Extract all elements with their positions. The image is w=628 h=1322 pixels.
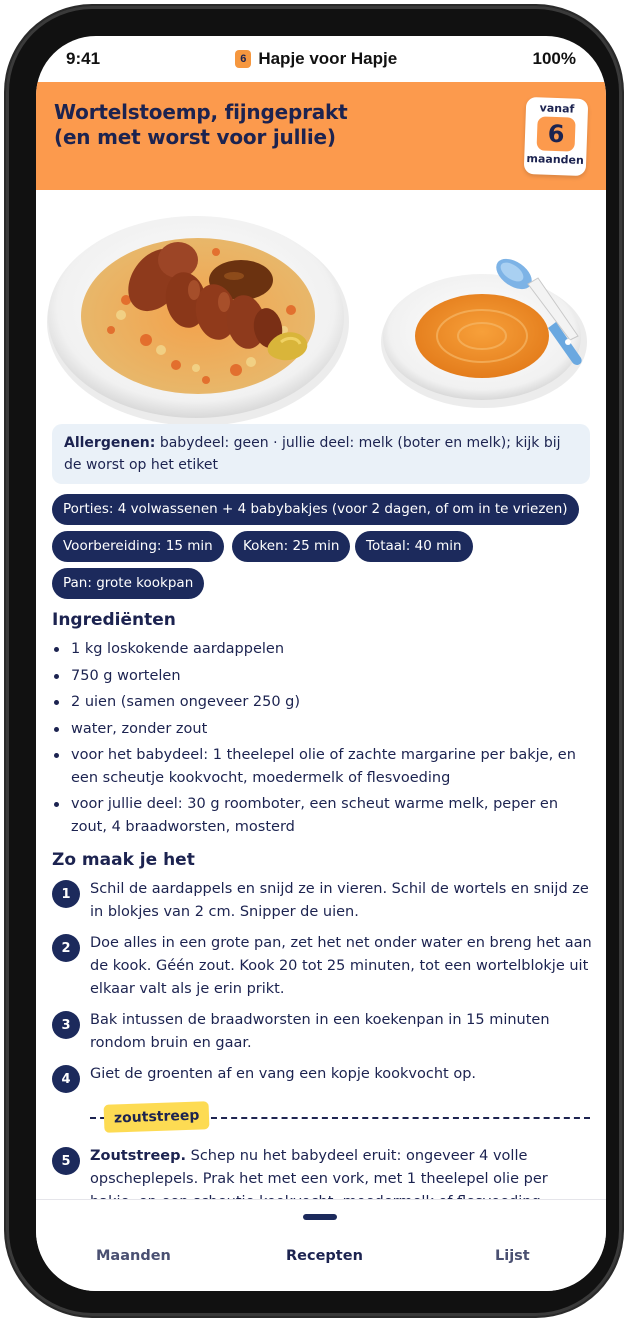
status-time: 9:41	[66, 49, 101, 68]
step-salt-text: Schep nu het babydeel eruit: ongeveer 4 volle opscheplepels. Prak het met een vork, met 1 theelepel olie per	[90, 1148, 548, 1187]
recipe-title: Wortelstoemp, fijngeprakt (en met worst voor jullie)	[54, 100, 348, 149]
allergen-box	[52, 424, 590, 484]
puree	[415, 294, 549, 378]
step-number: 5	[52, 1147, 80, 1175]
step-text: Giet de groenten af en vang een kopje kookvocht op.	[90, 1066, 477, 1082]
step-number: 1	[52, 880, 80, 908]
ingredient-item: 1 kg loskokende aardappelen	[52, 638, 592, 661]
ingredient-item: 750 g wortelen	[52, 665, 592, 688]
allergen-label: Allergenen:	[64, 435, 156, 451]
age-badge	[524, 97, 589, 176]
pan-pill: Pan: grote kookpan	[52, 568, 204, 599]
ingredient-item: 2 uien (samen ongeveer 250 g)	[52, 691, 592, 714]
tab-lijst[interactable]: Lijst	[495, 1248, 530, 1264]
tab-recepten[interactable]: Recepten	[286, 1248, 363, 1264]
recipe-header	[36, 82, 606, 190]
phone-frame	[6, 6, 622, 1316]
step-text: Schil de aardappels en snijd ze in vieren. Schil de wortels en snijd ze in blokjes van 2 cm. Snipper de uien.	[90, 881, 589, 920]
age-badge-bottom: maanden	[526, 151, 585, 167]
cook-time-pill: Koken: 25 min	[232, 531, 350, 562]
app-name: Hapje voor Hapje	[258, 49, 398, 68]
ingredient-item: voor het babydeel: 1 theelepel olie of zachte margarine per bakje, en een scheutje kookvocht, moedermelk of flesvoeding	[52, 744, 592, 789]
status-bar	[36, 36, 606, 82]
total-time-pill: Totaal: 40 min	[355, 531, 473, 562]
step-text: Doe alles in een grote pan, zet het net onder water en breng het aan de kook. Géén zout. Kook 20 tot 25 minuten, tot een wortelblokje uit elkaar valt als je erin prikt.	[90, 935, 592, 997]
step-number: 2	[52, 934, 80, 962]
salt-tag: zoutstreep	[104, 1101, 210, 1133]
step-text: Bak intussen de braadworsten in een koekenpan in 15 minuten rondom bruin en gaar.	[90, 1012, 550, 1051]
battery-level: 100%	[532, 49, 576, 68]
portions-pill: Porties: 4 volwassenen + 4 babybakjes (voor 2 dagen, of om in te vriezen)	[52, 494, 579, 525]
step-number: 3	[52, 1011, 80, 1039]
ingredient-item: voor jullie deel: 30 g roomboter, een scheut warme melk, peper en zout, 4 braadworsten, mosterd	[52, 793, 592, 838]
tab-maanden[interactable]: Maanden	[96, 1248, 171, 1264]
allergen-text: babydeel: geen · jullie deel: melk (boter en melk); kijk bij de worst op het etiket	[64, 435, 561, 473]
age-badge-top: vanaf	[539, 101, 575, 116]
ingredient-list	[52, 638, 592, 842]
ingredient-item: water, zonder zout	[52, 718, 592, 741]
ingredients-title: Ingrediënten	[52, 610, 176, 630]
step-salt-label: Zoutstreep.	[90, 1148, 186, 1164]
app-icon: 6	[235, 50, 251, 68]
method-title: Zo maak je het	[52, 850, 195, 870]
prep-time-pill: Voorbereiding: 15 min	[52, 531, 224, 562]
active-tab-indicator	[303, 1214, 337, 1220]
recipe-photo	[36, 190, 606, 426]
age-badge-number: 6	[537, 116, 576, 151]
step-number: 4	[52, 1065, 80, 1093]
screen	[36, 36, 606, 1291]
app-title-group	[235, 49, 397, 69]
tab-bar	[36, 1199, 606, 1291]
